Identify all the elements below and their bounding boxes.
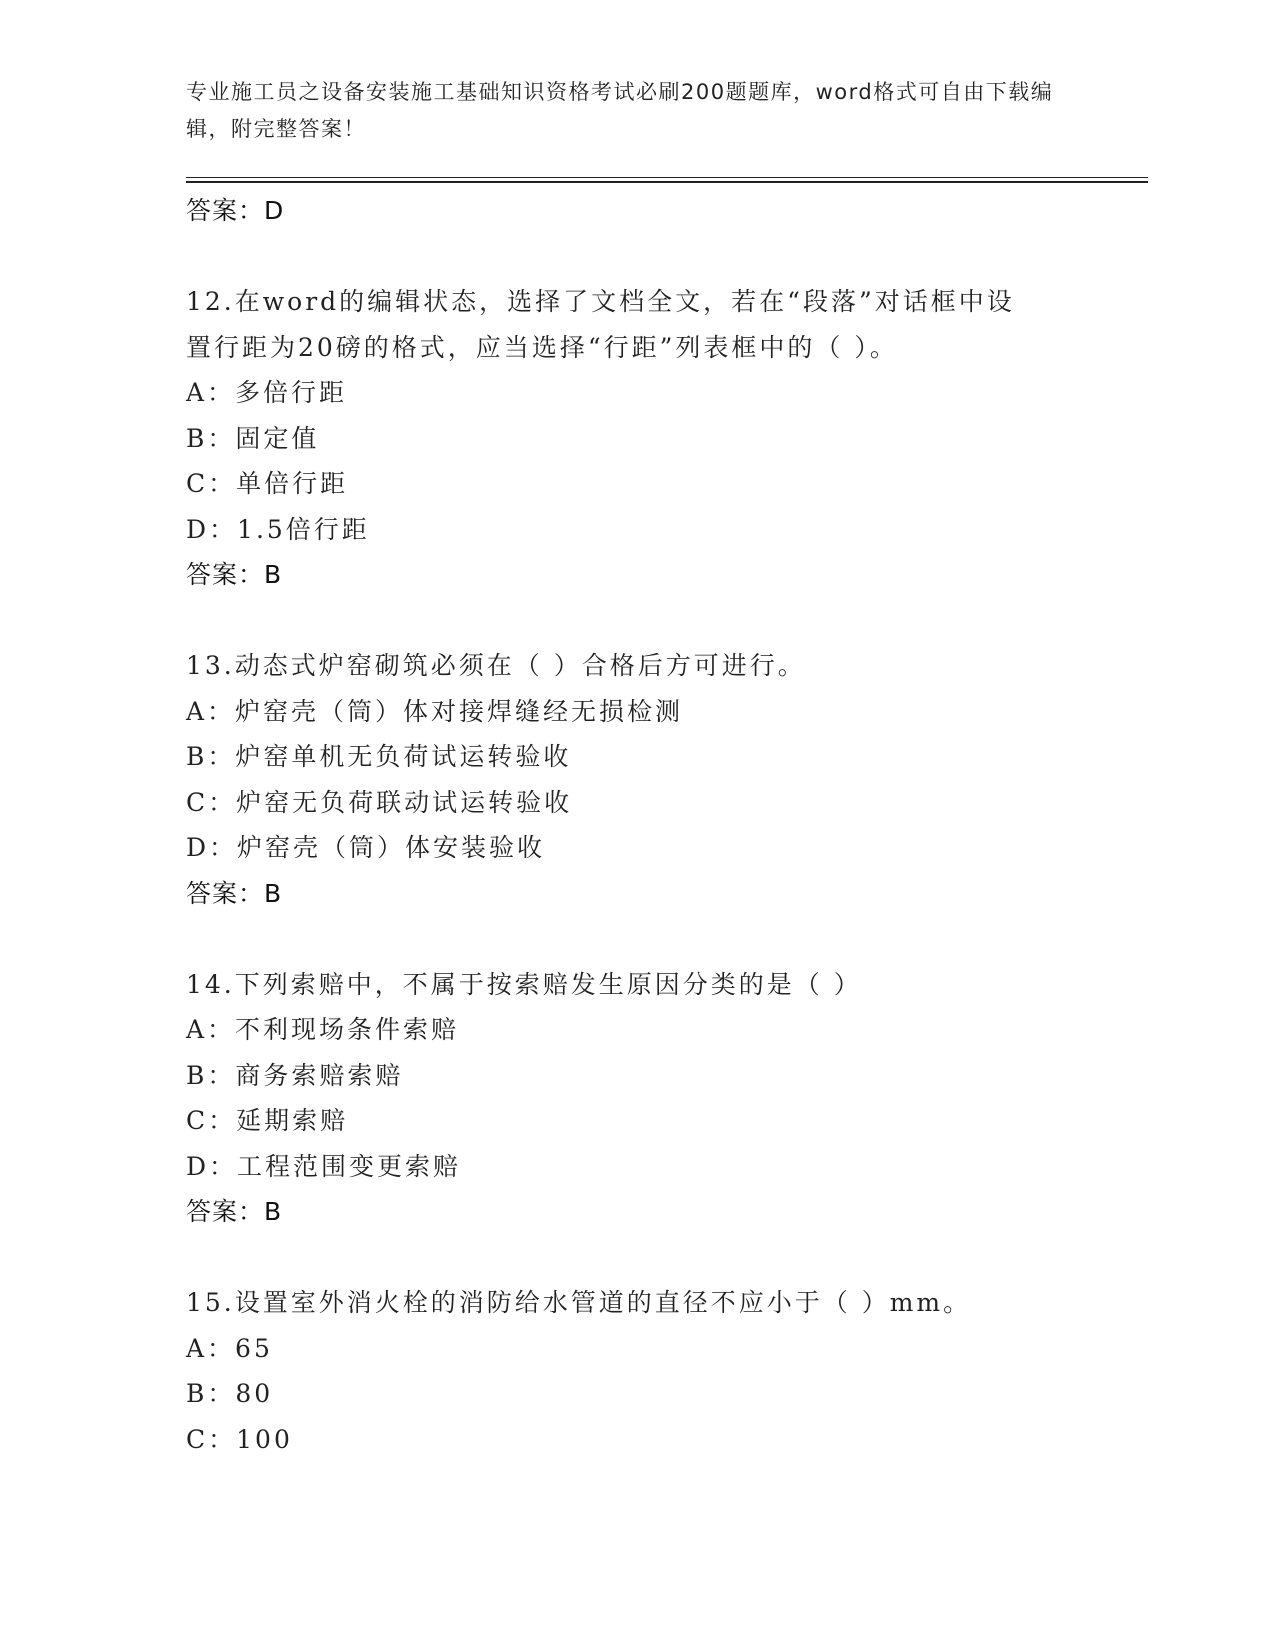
question-15 [186,1280,1086,1462]
question-text: 15.设置室外消火栓的消防给水管道的直径不应小于（ ）mm。 [186,1288,972,1317]
answer: 答案：B [186,560,283,589]
option-c: C：单倍行距 [186,469,349,498]
question-text: 12.在word的编辑状态，选择了文档全文，若在“段落”对话框中设 [186,287,1015,316]
question-text: 置行距为20磅的格式，应当选择“行距”列表框中的（ ）。 [186,332,898,362]
option-a: A：不利现场条件索赔 [186,1015,460,1044]
option-d: D：炉窑壳（筒）体安装验收 [186,833,546,862]
spacer [186,234,1086,279]
option-c: C：100 [186,1424,293,1454]
spacer [186,917,1086,962]
question-14 [186,962,1086,1236]
spacer [186,598,1086,643]
option-b: B：固定值 [186,423,320,453]
option-c: C：延期索赔 [186,1106,349,1135]
header-divider [186,177,1148,178]
answer: 答案：B [186,878,283,908]
option-d: D：工程范围变更索赔 [186,1151,462,1181]
question-13 [186,643,1086,917]
option-b: B：炉窑单机无负荷试运转验收 [186,742,572,771]
question-text: 14.下列索赔中，不属于按索赔发生原因分类的是（ ） [186,969,862,999]
document-body [186,188,1086,1462]
option-a: A：多倍行距 [186,378,348,407]
option-c: C：炉窑无负荷联动试运转验收 [186,787,573,817]
question-text: 13.动态式炉窑砌筑必须在（ ）合格后方可进行。 [186,651,806,680]
header-divider-thick [186,181,1148,183]
option-d: D：1.5倍行距 [186,514,370,544]
option-a: A：炉窑壳（筒）体对接焊缝经无损检测 [186,696,684,726]
option-a: A：65 [186,1333,273,1363]
previous-answer: 答案：D [186,196,285,225]
spacer [186,1235,1086,1280]
option-b: B：80 [186,1379,274,1408]
option-b: B：商务索赔索赔 [186,1060,404,1090]
question-12 [186,279,1086,598]
header-title: 专业施工员之设备安装施工基础知识资格考试必刷200题题库，word格式可自由下载编辑，附完整答案！ [186,80,1054,141]
page-header [186,74,1066,148]
answer: 答案：B [186,1197,283,1226]
